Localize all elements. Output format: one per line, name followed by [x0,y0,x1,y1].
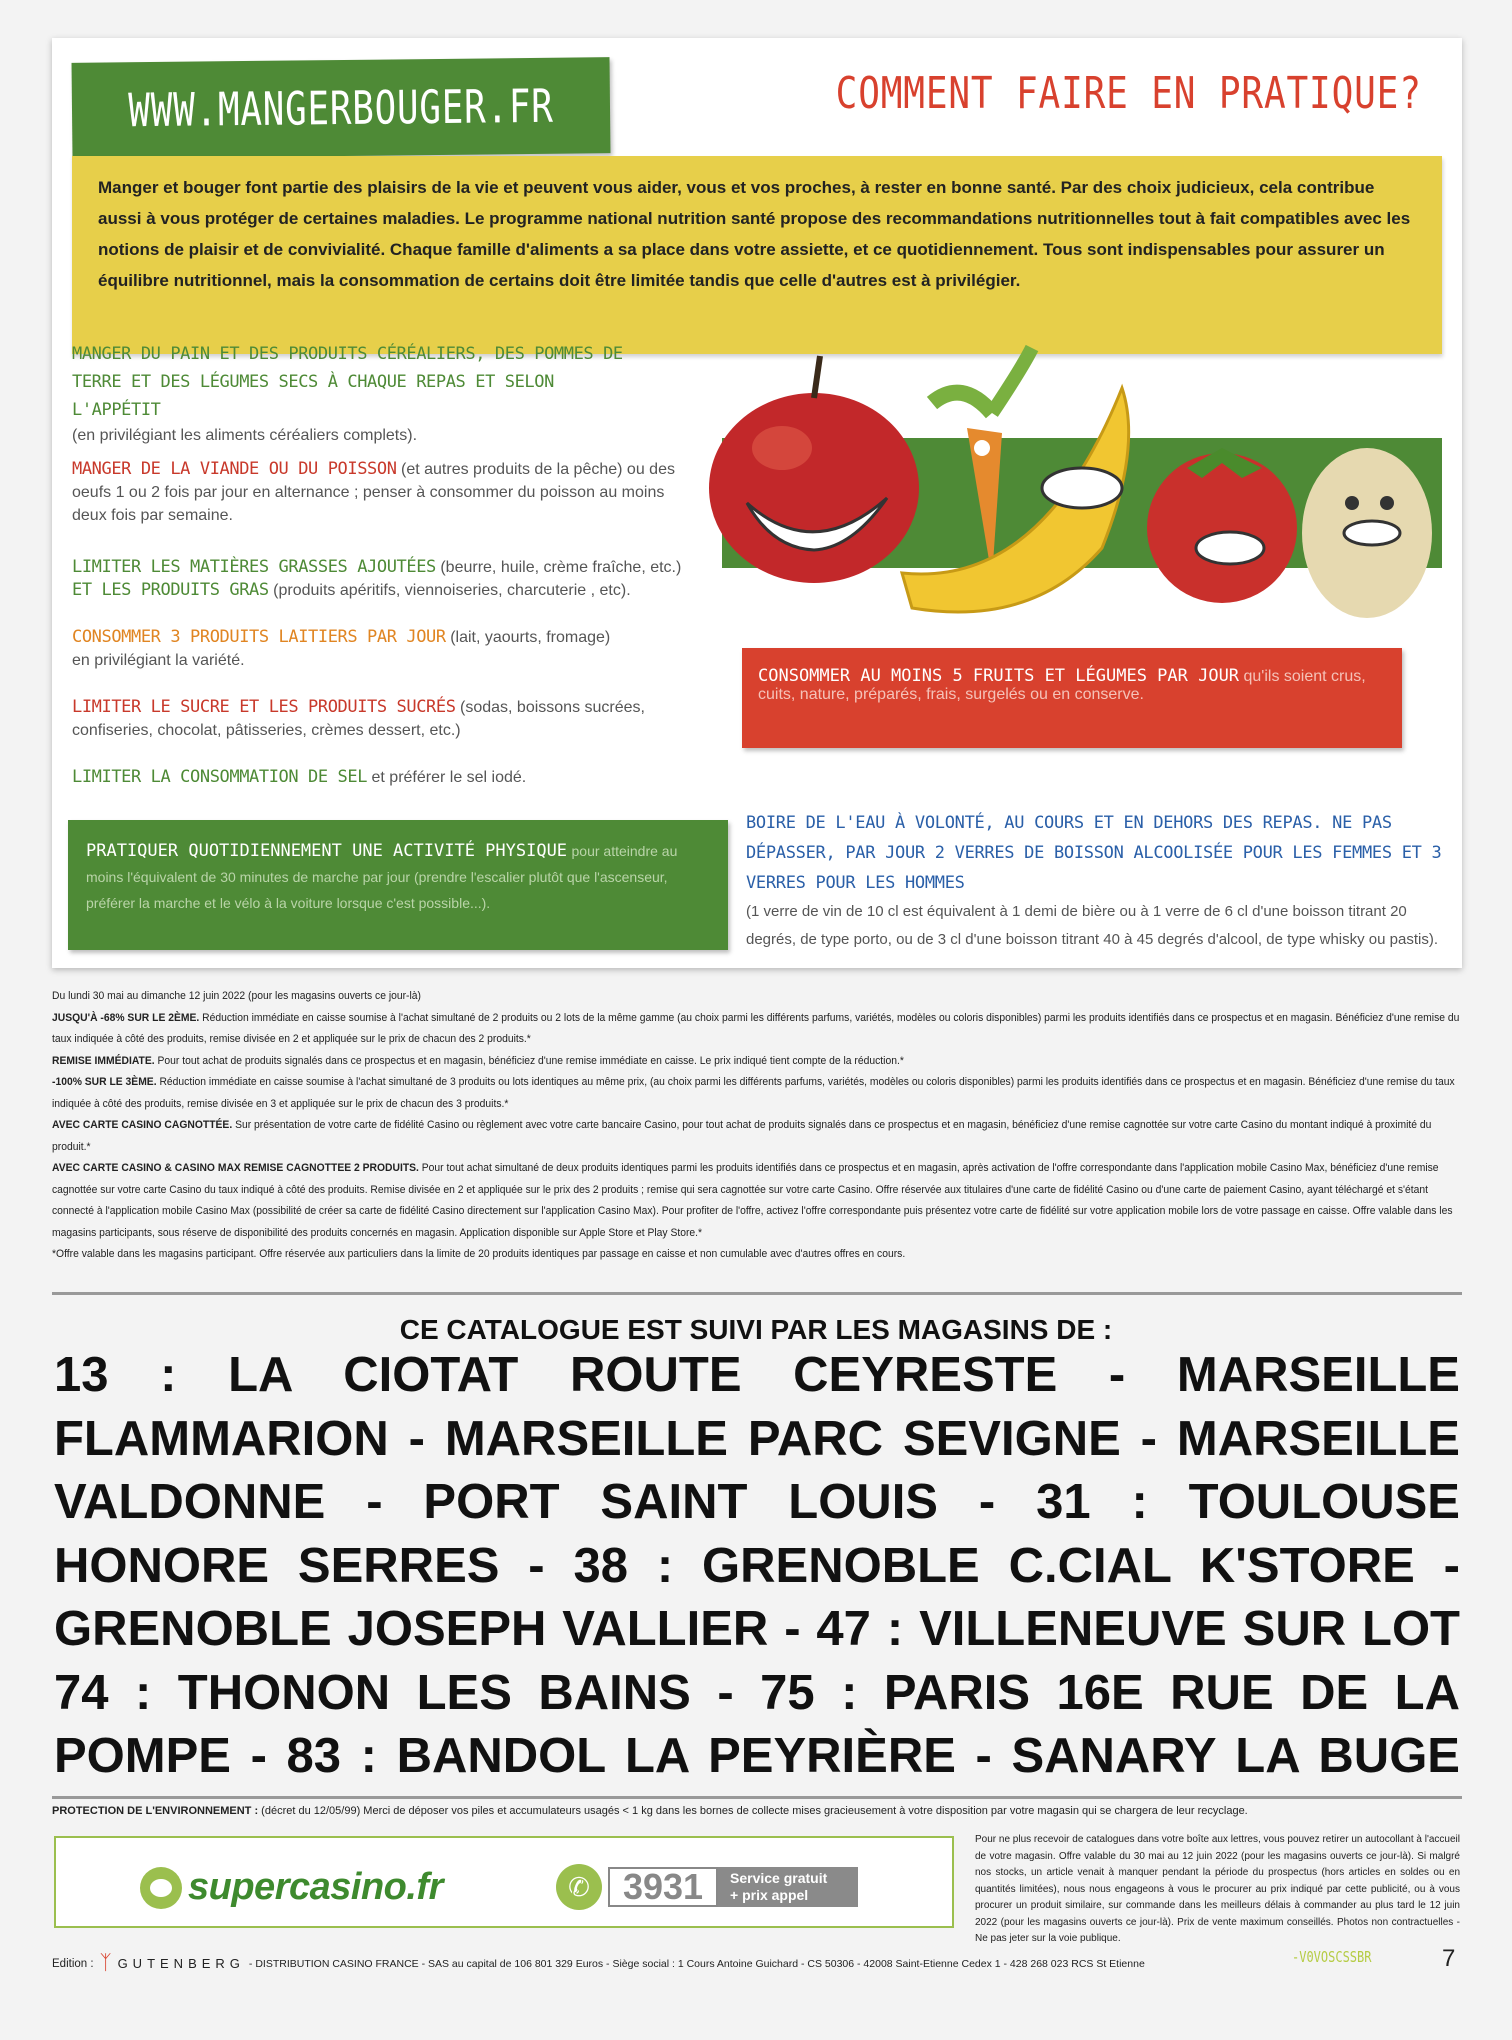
phone-icon: ✆ [556,1864,602,1910]
edition-label: Edition : [52,1957,94,1970]
supercasino-icon [140,1867,182,1909]
stores-line: POMPE - 83 : BANDOL LA PEYRIÈRE - SANARY LA BUGE [54,1729,1460,1783]
fruit-characters-image [702,338,1442,668]
stores-line: GRENOBLE JOSEPH VALLIER - 47 : VILLENEUVE SUR LOT [54,1602,1460,1656]
rec-text: (beurre, huile, crème fraîche, etc.) [440,559,682,576]
edition-text: - DISTRIBUTION CASINO FRANCE - SAS au capital de 106 801 329 Euros - Siège social : 1 Cours Antoine Guichard - CS 50306 - 42008 Saint-Etienne Cedex 1 - 428 268 023 RCS St Etienne [248,1957,1145,1970]
stores-list [54,1344,1460,1789]
divider [52,1796,1462,1799]
legal-line: *Offre valable dans les magasins participant. Offre réservée aux particuliers dans la limite de 20 produits identiques par passage en caisse et non cumulable avec d'autres offres en cours. [52,1248,906,1260]
intro-box [72,156,1442,354]
rec-dairy [72,626,632,672]
legal-line: AVEC CARTE CASINO CAGNOTTÉE. Sur présentation de votre carte de fidélité Casino ou règlement avec votre carte bancaire Casino, pour tout achat de produits signalés dans ce prospectus et en magasin, bénéficiez d'une remise cagnottée sur votre carte Casino du montant indiqué à proximité du produit.* [52,1119,1432,1153]
stores-line: HONORE SERRES - 38 : GRENOBLE C.CIAL K'STORE - [54,1538,1460,1593]
rec-text: (et autres produits de la pêche) ou des oeufs 1 ou 2 fois par jour en alternance ; penser à consommer du poisson au moins deux fois par semaine. [72,461,675,524]
stores-title: CE CATALOGUE EST SUIVI PAR LES MAGASINS DE : [399,1314,1113,1345]
rec-text: et préférer le sel iodé. [371,769,527,786]
water-text: (1 verre de vin de 10 cl est équivalent à 1 demi de bière ou à 1 verre de 6 cl d'une boisson titrant 20 degrés, de type porto, ou de 3 cl d'une boisson titrant 40 à 45 degrés d'alcool, de type whisky ou pastis). [746,903,1438,948]
legal-line: JUSQU'À -68% SUR LE 2ÈME. Réduction immédiate en caisse soumise à l'achat simultané de 2 produits ou 2 lots de la même gamme (au choix parmi les différents parfums, variétés, modèles ou coloris disponibles) parmi les produits identifiés dans ce prospectus et en magasin. Bénéficiez d'une remise du taux indiquée à côté des produits, remise divisée en 2 et appliquée sur le prix de chacun des 2 produits.* [52,1011,1460,1045]
rec-fats [72,556,712,602]
divider [52,1292,1462,1295]
rec-text: (sodas, boissons sucrées, confiseries, chocolat, pâtisseries, crèmes dessert, etc.) [72,699,645,739]
activity-heading: PRATIQUER QUOTIDIENNEMENT UNE ACTIVITÉ PHYSIQUE [86,841,568,861]
rec-heading: LIMITER LA CONSOMMATION DE SEL [72,767,368,787]
rec-heading: CONSOMMER 3 PRODUITS LAITIERS PAR JOUR [72,627,446,647]
footer-box [54,1836,954,1928]
catalog-code: -V0VOSCSSBR [1292,1948,1372,1966]
phone-service[interactable] [556,1864,858,1910]
activity-text: pour atteindre au moins l'équivalent de 30 minutes de marche par jour (prendre l'escalier plutôt que l'ascenseur, préférer la marche et le vélo à la voiture lorsque c'est possible...). [86,843,678,911]
supercasino-text[interactable]: supercasino.fr [188,1866,443,1908]
fruit-illustration [702,338,1442,668]
rec-cereals [72,340,712,447]
stores-line: FLAMMARION - MARSEILLE PARC SEVIGNE - MARSEILLE [54,1411,1460,1466]
intro-text: Manger et bouger font partie des plaisirs de la vie et peuvent vous aider, vous et vos proches, à rester en bonne santé. Par des choix judicieux, cela contribue aussi à vous protéger de certaines maladies. Le programme national nutrition santé propose des recommandations nutritionnelles tout à fait compatibles avec les notions de plaisir et de convivialité. Chaque famille d'aliments a sa place dans votre assiette, et ce quotidiennement. Tous sont indispensables pour assurer un équilibre nutritionnel, mais la consommation de certains doit être limitée tandis que celle d'autres est à privilégier. [98,178,1411,290]
catalog-note: Pour ne plus recevoir de catalogues dans votre boîte aux lettres, vous pouvez retirer un autocollant à l'accueil de votre magasin. Offre valable du 30 mai au 12 juin 2022 (pour les magasins ouverts ce jour-là). Si malgré nos stocks, un article venait à manquer pendant la période du prospectus (hors articles en soldes ou en quantités limitées), nous nous engageons à vous le procurer au prix indiqué par cette publicité, ou à vous procurer un produit similaire, sur commande dans les meilleurs délais à commander au plus tard le 12 juin 2022 (pour les magasins ouverts ce jour-là). Prix de vente maximum conseillés. Photos non contractuelles - Ne pas jeter sur la voie publique. [975,1834,1460,1944]
stores-line: VALDONNE - PORT SAINT LOUIS - 31 : TOULOUSE [54,1475,1460,1529]
rec-text: (en privilégiant les aliments céréaliers complets). [72,427,418,444]
fruit-banner [742,648,1402,748]
rec-heading: MANGER DU PAIN ET DES PRODUITS CÉRÉALIERS, DES POMMES DE TERRE ET DES LÉGUMES SECS À CHAQUE REPAS ET SELON L'APPÉTIT [72,344,623,420]
gutenberg-icon: ᛉ [99,1952,112,1974]
rec-text-2: (produits apéritifs, viennoiseries, charcuterie , etc). [273,582,631,599]
rec-heading-2: ET LES PRODUITS GRAS [72,580,269,600]
activity-banner [68,820,728,950]
water-recommendation [746,808,1446,954]
page-number: 7 [1442,1945,1456,1972]
legal-conditions [52,986,1462,1266]
edition-line [52,1952,1145,1975]
rec-text: (lait, yaourts, fromage) en privilégiant la variété. [72,629,611,669]
url-banner[interactable] [72,57,611,159]
rec-salt [72,766,712,789]
stores-line: 74 : THONON LES BAINS - 75 : PARIS 16E RUE DE LA [54,1665,1460,1720]
section-title: COMMENT FAIRE EN PRATIQUE? [835,68,1422,119]
service-label: Service gratuit + prix appel [718,1867,858,1907]
fruit-text: qu'ils soient crus, cuits, nature, préparés, frais, surgelés ou en conserve. [758,668,1366,703]
gutenberg-name: GUTENBERG [117,1956,245,1971]
water-heading: BOIRE DE L'EAU À VOLONTÉ, AU COURS ET EN DEHORS DES REPAS. NE PAS DÉPASSER, PAR JOUR 2 VERRES DE BOISSON ALCOOLISÉE POUR LES FEMMES ET 3 VERRES POUR LES HOMMES [746,813,1442,893]
nutrition-card [52,38,1462,968]
legal-line: REMISE IMMÉDIATE. Pour tout achat de produits signalés dans ce prospectus et en magasin, bénéficiez d'une remise immédiate en caisse. Le prix indiqué tient compte de la réduction.* [52,1054,904,1067]
phone-number[interactable]: 3931 [608,1867,718,1907]
url-text[interactable]: WWW.MANGERBOUGER.FR [128,78,554,138]
rec-sugar [72,696,652,742]
environment-note: PROTECTION DE L'ENVIRONNEMENT : (décret du 12/05/99) Merci de déposer vos piles et accumulateurs usagés < 1 kg dans les bornes de collecte mises gracieusement à votre disposition par votre magasin qui se chargera de leur recyclage. [52,1805,1248,1817]
legal-line: -100% SUR LE 3ÈME. Réduction immédiate en caisse soumise à l'achat simultané de 3 produits ou lots identiques au même prix, (au choix parmi les différents parfums, variétés, modèles ou coloris disponibles) parmi les produits identifiés dans ce prospectus et en magasin. Bénéficiez d'une remise du taux indiquée à côté des produits, remise divisée en 3 et appliquée sur le prix de chacun des 3 produits.* [52,1076,1455,1110]
stores-line: 13 : LA CIOTAT ROUTE CEYRESTE - MARSEILLE [54,1348,1460,1402]
legal-line: Du lundi 30 mai au dimanche 12 juin 2022 (pour les magasins ouverts ce jour-là) [52,990,421,1002]
legal-line: AVEC CARTE CASINO & CASINO MAX REMISE CAGNOTTEE 2 PRODUITS. Pour tout achat simultané de deux produits identiques parmi les produits identifiés dans ce prospectus et en magasin, après activation de l'offre correspondante dans l'application mobile Casino Max, bénéficiez d'une remise cagnottée sur votre carte Casino du taux indiqué à côté des produits. Remise divisée en 2 et appliquée sur le prix des 2 produits ; remise qui sera cagnottée sur votre carte Casino. Offre réservée aux titulaires d'une carte de fidélité Casino ou d'une carte de paiement Casino, ayant téléchargé et s'étant connecté à l'application mobile Casino Max (possibilité de créer sa carte de fidélité Casino directement sur l'application Casino Max). Pour profiter de l'offre, activez l'offre correspondante puis présentez votre carte de fidélité sur votre application mobile lors de votre passage en caisse. Offre valable dans les magasins participants, sous réserve de disponibilité des produits concernés en magasin. Application disponible sur Apple Store et Play Store.* [52,1162,1453,1239]
supercasino-link[interactable] [140,1866,443,1909]
rec-meat [72,458,692,527]
rec-heading: LIMITER LES MATIÈRES GRASSES AJOUTÉES [72,557,436,577]
rec-heading: MANGER DE LA VIANDE OU DU POISSON [72,459,397,479]
fruit-heading: CONSOMMER AU MOINS 5 FRUITS ET LÉGUMES PAR JOUR [758,666,1240,686]
rec-heading: LIMITER LE SUCRE ET LES PRODUITS SUCRÉS [72,697,456,717]
